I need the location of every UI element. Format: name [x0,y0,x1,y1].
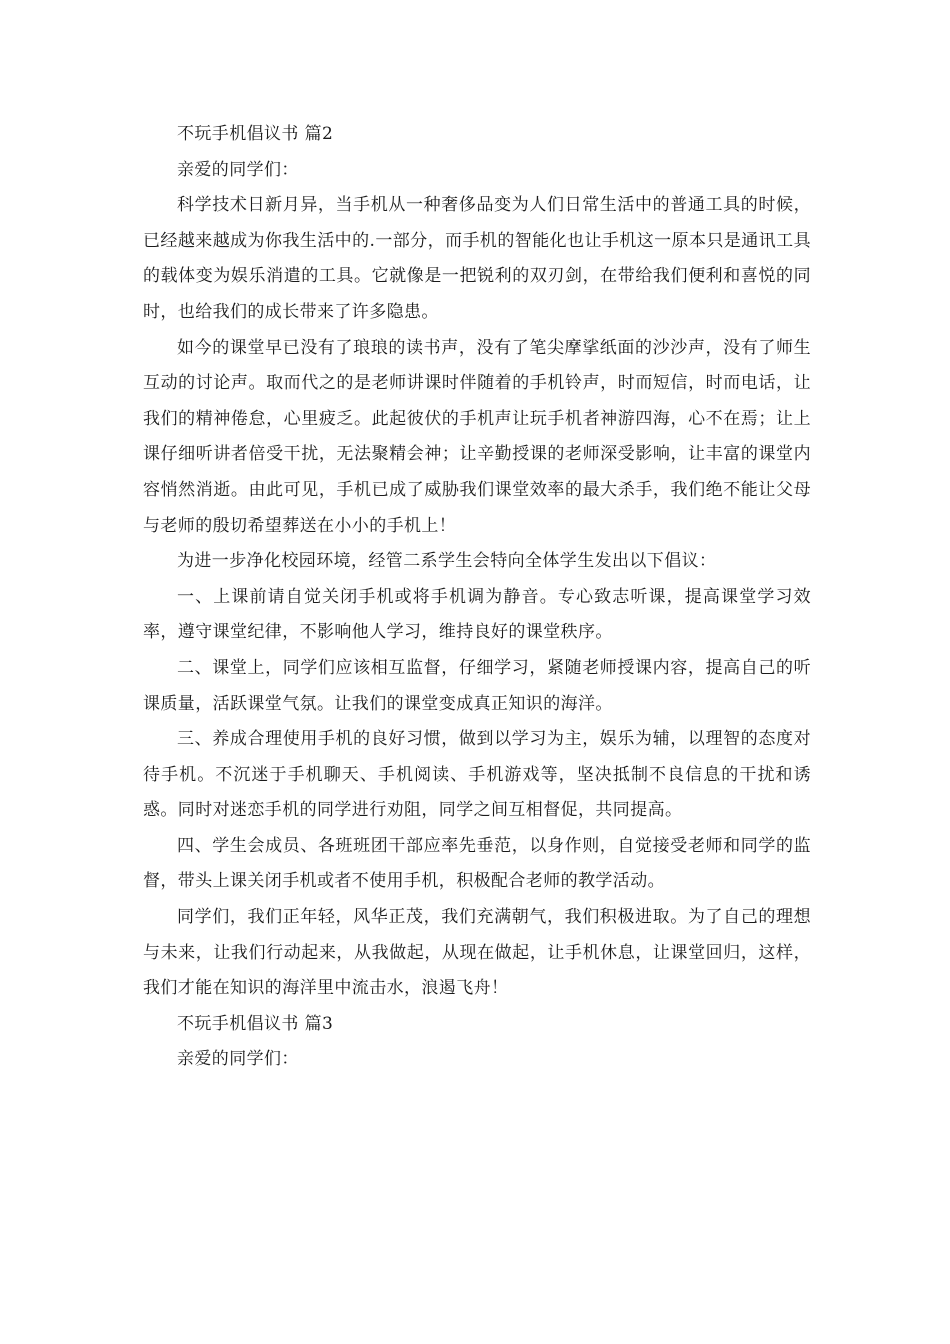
proposal-item-4: 四、学生会成员、各班班团干部应率先垂范，以身作则，自觉接受老师和同学的监督，带头上课关闭手机或者不使用手机，积极配合老师的教学活动。 [143,835,811,892]
paragraph-proposal-intro: 为进一步净化校园环境，经管二系学生会特向全体学生发出以下倡议： [177,551,717,572]
section-title-3: 不玩手机倡议书 篇3 [177,1013,334,1034]
salutation: 亲爱的同学们： [177,159,299,180]
section-title-2: 不玩手机倡议书 篇2 [177,124,334,144]
paragraph-closing: 同学们，我们正年轻，风华正茂，我们充满朝气，我们积极进取。为了自己的理想与未来，让我们行动起来，从我做起，从现在做起，让手机休息，让课堂回归，这样，我们才能在知识的海洋里中流击水，浪遏飞舟！ [143,907,811,999]
proposal-item-2: 二、课堂上，同学们应该相互监督，仔细学习，紧随老师授课内容，提高自己的听课质量，活跃课堂气氛。让我们的课堂变成真正知识的海洋。 [143,657,811,714]
salutation: 亲爱的同学们： [177,1049,299,1070]
proposal-item-1: 一、上课前请自觉关闭手机或将手机调为静音。专心致志听课，提高课堂学习效率，遵守课堂纪律，不影响他人学习，维持良好的课堂秩序。 [143,586,811,643]
proposal-item-3: 三、养成合理使用手机的良好习惯，做到以学习为主，娱乐为辅，以理智的态度对待手机。不沉迷于手机聊天、手机阅读、手机游戏等，坚决抵制不良信息的干扰和诱惑。同时对迷恋手机的同学进行劝阻，同学之间互相督促，共同提高。 [143,729,811,821]
paragraph-intro: 科学技术日新月异，当手机从一种奢侈品变为人们日常生活中的普通工具的时候，已经越来越成为你我生活中的.一部分，而手机的智能化也让手机这一原本只是通讯工具的载体变为娱乐消遣的工具。它就像是一把锐利的双刃剑，在带给我们便利和喜悦的同时，也给我们的成长带来了许多隐患。 [143,195,811,322]
paragraph-classroom: 如今的课堂早已没有了琅琅的读书声，没有了笔尖摩挲纸面的沙沙声，没有了师生互动的讨论声。取而代之的是老师讲课时伴随着的手机铃声，时而短信，时而电话，让我们的精神倦怠，心里疲乏。此起彼伏的手机声让玩手机者神游四海，心不在焉；让上课仔细听讲者倍受干扰，无法聚精会神；让辛勤授课的老师深受影响，让丰富的课堂内容悄然消逝。由此可见，手机已成了威胁我们课堂效率的最大杀手，我们绝不能让父母与老师的殷切希望葬送在小小的手机上！ [143,337,811,536]
document-body [143,117,811,1078]
